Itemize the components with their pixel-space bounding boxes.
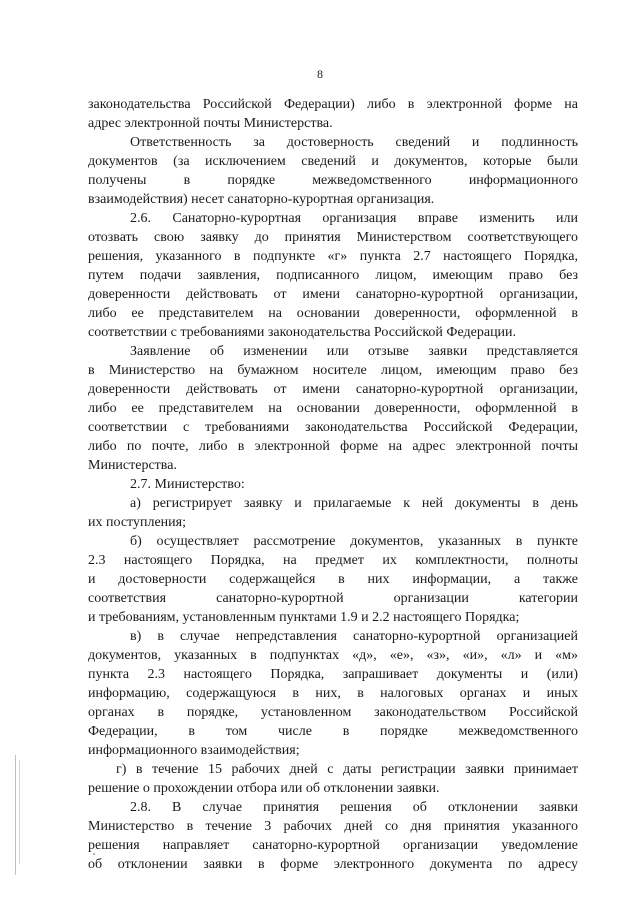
text-line: соответствии с требованиями законодательства Российской Федерации, bbox=[88, 420, 578, 435]
text-line: либо по почте, либо в электронной форме на адрес электронной почты bbox=[88, 439, 578, 454]
text-line: документов, указанных в подпунктах «д», «е», «з», «и», «л» и «м» bbox=[88, 648, 578, 663]
text-line: Заявление об изменении или отзыве заявки представляется bbox=[130, 344, 578, 359]
text-line: пункта 2.3 настоящего Порядка, запрашивает документы и (или) bbox=[88, 667, 578, 682]
text-line: законодательства Российской Федерации) либо в электронной форме на bbox=[88, 97, 578, 112]
text-line: Ответственность за достоверность сведений и подлинность bbox=[130, 135, 578, 150]
page-number: 8 bbox=[317, 67, 323, 81]
text-line: 2.3 настоящего Порядка, на предмет их комплектности, полноты bbox=[88, 553, 578, 568]
text-line: об отклонении заявки в форме электронного документа по адресу bbox=[88, 857, 578, 872]
scan-edge-mark bbox=[19, 760, 20, 864]
text-line: решения направляет санаторно-курортной организации уведомление bbox=[88, 838, 578, 853]
text-line: путем подачи заявления, подписанного лицом, имеющим право без bbox=[88, 268, 578, 283]
text-line: и достоверности содержащейся в них информации, а также bbox=[88, 572, 578, 587]
text-line: органах в порядке, установленном законодательством Российской bbox=[88, 705, 578, 720]
text-line: адрес электронной почты Министерства. bbox=[88, 116, 333, 131]
text-line: документов (за исключением сведений и документов, которые были bbox=[88, 154, 578, 169]
scan-edge-mark bbox=[15, 755, 16, 875]
text-line: отозвать свою заявку до принятия Министерством соответствующего bbox=[88, 230, 578, 245]
text-line: получены в порядке межведомственного информационного bbox=[88, 173, 578, 188]
text-line: б) осуществляет рассмотрение документов, указанных в пункте bbox=[130, 534, 578, 549]
text-line: 2.6. Санаторно-курортная организация вправе изменить или bbox=[130, 211, 578, 226]
text-line: Министерство в течение 3 рабочих дней со дня принятия указанного bbox=[88, 819, 578, 834]
document-body bbox=[88, 95, 578, 874]
text-line: в) в случае непредставления санаторно-курортной организацией bbox=[130, 629, 578, 644]
text-line: доверенности действовать от имени санаторно-курортной организации, bbox=[88, 287, 578, 302]
text-line: соответствии с требованиями законодательства Российской Федерации. bbox=[88, 325, 517, 340]
text-line: информационного взаимодействия; bbox=[88, 743, 300, 758]
text-line: Федерации, в том числе в порядке межведомственного bbox=[88, 724, 578, 739]
text-line: либо ее представителем на основании доверенности, оформленной в bbox=[88, 401, 578, 416]
text-line: их поступления; bbox=[88, 515, 186, 530]
text-line: соответствия санаторно-курортной организации категории bbox=[88, 591, 578, 606]
text-line: Министерства. bbox=[88, 458, 177, 473]
text-line: и требованиям, установленным пунктами 1.9 и 2.2 настоящего Порядка; bbox=[88, 610, 520, 625]
text-line: 2.7. Министерство: bbox=[130, 477, 245, 492]
text-line: а) регистрирует заявку и прилагаемые к ней документы в день bbox=[130, 496, 578, 511]
text-line: информацию, содержащуюся в них, в налоговых органах и иных bbox=[88, 686, 578, 701]
text-line: 2.8. В случае принятия решения об отклонении заявки bbox=[130, 800, 578, 815]
text-line: взаимодействия) несет санаторно-курортная организация. bbox=[88, 192, 435, 207]
text-line: либо ее представителем на основании доверенности, оформленной в bbox=[88, 306, 578, 321]
scan-speck bbox=[93, 853, 95, 855]
text-line: решение о прохождении отбора или об отклонении заявки. bbox=[88, 781, 440, 796]
text-line: доверенности действовать от имени санаторно-курортной организации, bbox=[88, 382, 578, 397]
text-line: в Министерство на бумажном носителе лицом, имеющим право без bbox=[88, 363, 578, 378]
text-line: решения, указанного в подпункте «г» пункта 2.7 настоящего Порядка, bbox=[88, 249, 578, 264]
text-line: г) в течение 15 рабочих дней с даты регистрации заявки принимает bbox=[116, 762, 578, 777]
